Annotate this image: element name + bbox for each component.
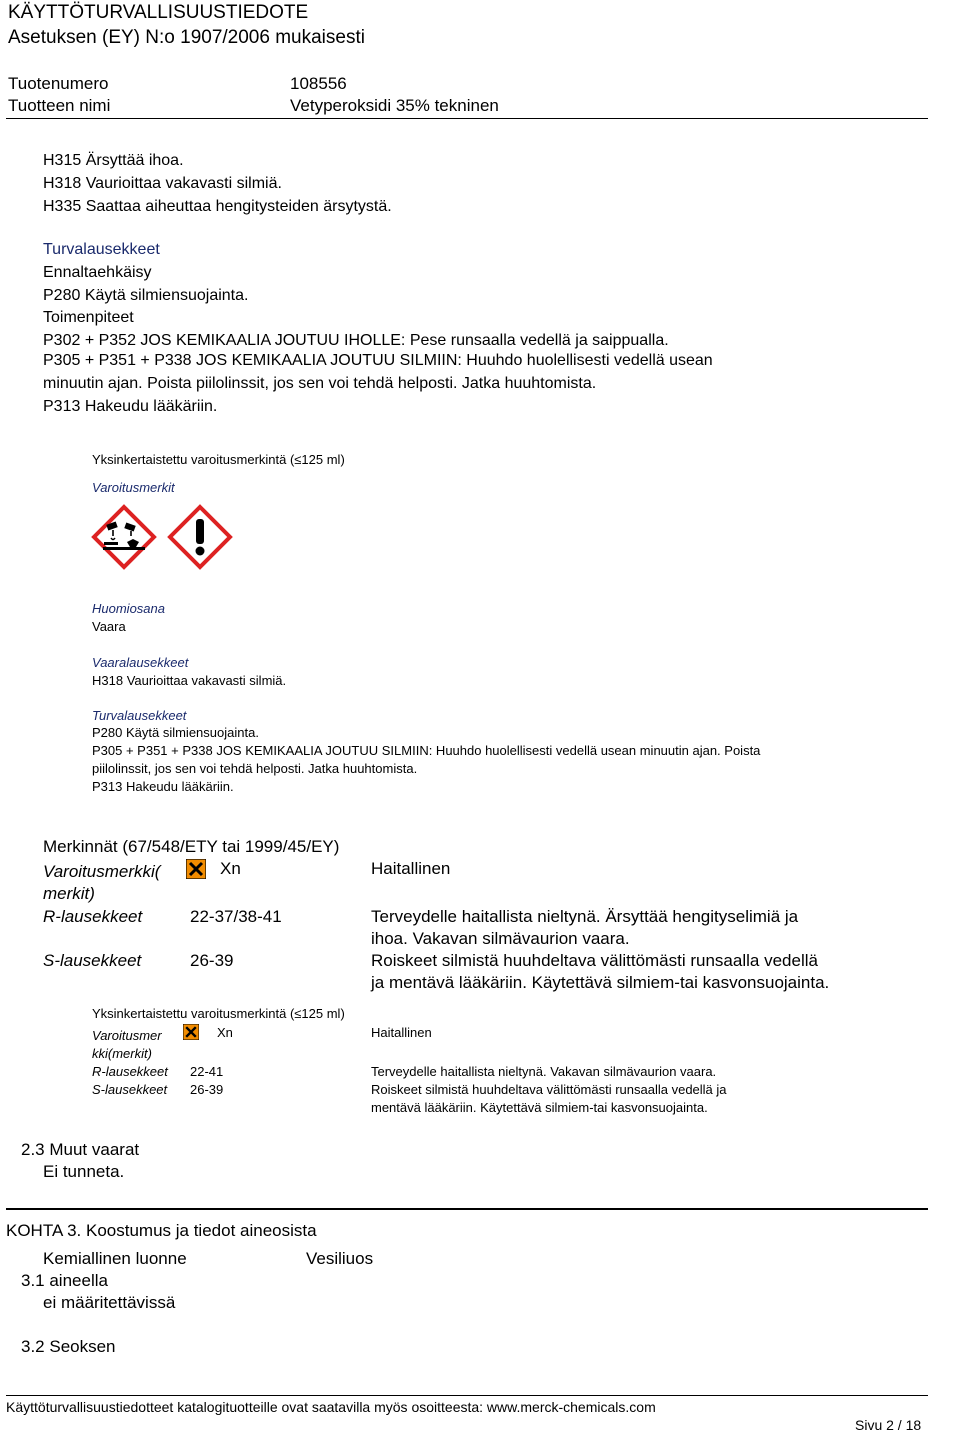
signal-word-label: Huomiosana <box>92 601 165 616</box>
small-r-phrases-codes: 22-41 <box>190 1064 224 1079</box>
other-hazards-heading: 2.3 Muut vaarat <box>21 1140 140 1159</box>
r-phrases-text-line2: ihoa. Vakavan silmävaurion vaara. <box>371 929 630 948</box>
product-number-value: 108556 <box>290 74 347 93</box>
symbol-text: Haitallinen <box>371 859 451 878</box>
p313-statement: P313 Hakeudu lääkäriin. <box>43 398 218 415</box>
labelling-heading: Merkinnät (67/548/ETY tai 1999/45/EY) <box>43 837 340 856</box>
prevention-label: Ennaltaehkäisy <box>43 264 152 281</box>
p302-statement: P302 + P352 JOS KEMIKAALIA JOUTUU IHOLLE: Pese runsaalla vedellä ja saippualla. <box>43 332 669 349</box>
small-r-phrases-text: Terveydelle haitallista nieltynä. Vakavan silmävaurion vaara. <box>371 1064 717 1079</box>
hazard-statement: H318 Vaurioittaa vakavasti silmiä. <box>43 175 282 192</box>
simplified-labelling-heading: Yksinkertaistettu varoitusmerkintä (≤125 ml) <box>92 1006 345 1021</box>
p313-statement-small: P313 Hakeudu lääkäriin. <box>92 779 234 794</box>
r-phrases-label: R-lausekkeet <box>43 907 143 926</box>
small-s-phrases-label: S-lausekkeet <box>92 1082 168 1097</box>
substance-text: ei määritettävissä <box>43 1293 176 1312</box>
hazard-statements-label: Vaaralausekkeet <box>92 655 189 670</box>
product-name-value: Vetyperoksidi 35% tekninen <box>290 96 499 115</box>
header-divider <box>6 118 928 119</box>
p305-statement-line1: P305 + P351 + P338 JOS KEMIKAALIA JOUTUU SILMIIN: Huuhdo huolellisesti vedellä usean <box>43 352 713 369</box>
simplified-heading: Yksinkertaistettu varoitusmerkintä (≤125 ml) <box>92 452 345 467</box>
pictograms-label: Varoitusmerkit <box>92 480 175 495</box>
p280-statement: P280 Käytä silmiensuojainta. <box>43 287 249 304</box>
p305-statement-line2: minuutin ajan. Poista piilolinssit, jos sen voi tehdä helposti. Jatka huuhtomista. <box>43 375 597 392</box>
small-r-phrases-label: R-lausekkeet <box>92 1064 168 1079</box>
s-phrases-text-line1: Roiskeet silmistä huuhdeltava välittömästi runsaalla vedellä <box>371 951 818 970</box>
symbol-label-line1: Varoitusmerkki( <box>43 862 161 881</box>
product-number-label: Tuotenumero <box>8 74 109 93</box>
harmful-xn-icon <box>186 859 206 879</box>
s-phrases-codes: 26-39 <box>190 951 234 970</box>
small-s-phrases-text-line1: Roiskeet silmistä huuhdeltava välittömästi runsaalla vedellä ja <box>371 1082 727 1097</box>
s-phrases-text-line2: ja mentävä lääkäriin. Käytettävä silmiem-tai kasvonsuojainta. <box>371 973 830 992</box>
p305-statement-small-line1: P305 + P351 + P338 JOS KEMIKAALIA JOUTUU SILMIIN: Huuhdo huolellisesti vedellä usean minuutin ajan. Poista <box>92 743 761 758</box>
page-number: Sivu 2 / 18 <box>855 1417 922 1433</box>
section3-divider <box>6 1208 928 1210</box>
response-label: Toimenpiteet <box>43 309 134 326</box>
footer-divider <box>6 1395 928 1396</box>
document-subtitle: Asetuksen (EY) N:o 1907/2006 mukaisesti <box>8 27 365 48</box>
p305-statement-small-line2: piilolinssit, jos sen voi tehdä helposti. Jatka huuhtomista. <box>92 761 418 776</box>
p280-statement-small: P280 Käytä silmiensuojainta. <box>92 725 259 740</box>
precautionary-heading: Turvalausekkeet <box>43 241 160 258</box>
r-phrases-text-line1: Terveydelle haitallista nieltynä. Ärsyttää hengityselimiä ja <box>371 907 799 926</box>
section3-heading: KOHTA 3. Koostumus ja tiedot aineosista <box>6 1221 317 1240</box>
r-phrases-codes: 22-37/38-41 <box>190 907 282 926</box>
small-s-phrases-codes: 26-39 <box>190 1082 224 1097</box>
small-symbol-label-line1: Varoitusmer <box>92 1028 162 1043</box>
chemical-nature-label: Kemiallinen luonne <box>43 1249 187 1268</box>
hazard-statement: H335 Saattaa aiheuttaa hengitysteiden ärsytystä. <box>43 198 392 215</box>
small-symbol-code: Xn <box>217 1025 233 1040</box>
mixture-heading: 3.2 Seoksen <box>21 1337 116 1356</box>
corrosion-pictogram-icon <box>91 504 157 570</box>
symbol-code: Xn <box>220 859 241 878</box>
small-s-phrases-text-line2: mentävä lääkäriin. Käytettävä silmiem-tai kasvonsuojainta. <box>371 1100 708 1115</box>
h318-statement: H318 Vaurioittaa vakavasti silmiä. <box>92 673 287 688</box>
hazard-statement: H315 Ärsyttää ihoa. <box>43 152 184 169</box>
signal-word: Vaara <box>92 619 126 634</box>
chemical-nature-value: Vesiliuos <box>306 1249 374 1268</box>
harmful-xn-icon-small <box>183 1024 199 1040</box>
s-phrases-label: S-lausekkeet <box>43 951 142 970</box>
precaution-label: Turvalausekkeet <box>92 708 187 723</box>
document-title: KÄYTTÖTURVALLISUUSTIEDOTE <box>8 2 309 23</box>
exclamation-pictogram-icon <box>167 504 233 570</box>
substance-heading: 3.1 aineella <box>21 1271 108 1290</box>
product-name-label: Tuotteen nimi <box>8 96 111 115</box>
small-symbol-text: Haitallinen <box>371 1025 432 1040</box>
small-symbol-label-line2: kki(merkit) <box>92 1046 152 1061</box>
symbol-label-line2: merkit) <box>43 884 95 903</box>
footer-note: Käyttöturvallisuustiedotteet katalogituotteille ovat saatavilla myös osoitteesta: www.merck-chemicals.com <box>6 1399 656 1415</box>
other-hazards-text: Ei tunneta. <box>43 1162 125 1181</box>
